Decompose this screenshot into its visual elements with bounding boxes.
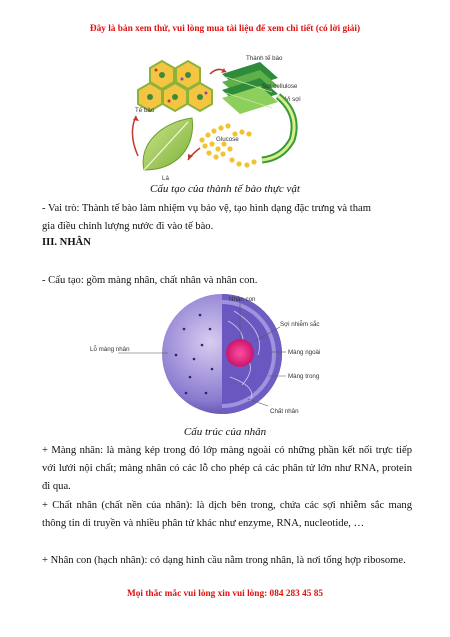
nucleolus-item: + Nhân con (hạch nhân): có dạng hình cầu nằm trong nhân, là nơi tổng hợp ribosome.: [42, 555, 406, 566]
section-heading: III. NHÂN: [42, 237, 91, 248]
glucose-label: Glucose: [216, 136, 239, 143]
cellulose-label: Sợi cellulose: [262, 83, 298, 90]
role-line-2: gia điều chỉnh lượng nước đi vào tế bào.: [42, 221, 214, 232]
cell-cluster-icon: [138, 61, 212, 111]
role-line-1: - Vai trò: Thành tế bào làm nhiệm vụ bảo vệ, tạo hình dạng đặc trưng và tham: [42, 203, 371, 214]
figure1-caption: Cấu tạo của thành tế bào thực vật: [150, 183, 300, 195]
membrane-item: + Màng nhân: là màng kép trong đó lớp màng ngoài có những phần kết nối trực tiếp với lưới nội chất; màng nhân có các lỗ cho phép cả các phân tử lớn như RNA, protein đi qua.: [42, 445, 412, 492]
cell-wall-diagram: [122, 48, 327, 183]
nucleolus-label: Nhân con: [229, 296, 256, 303]
contact-footer-banner: Mọi thắc mắc vui lòng xin vui lòng: 084 283 45 85: [126, 589, 324, 599]
nuclear-pore-label: Lỗ màng nhân: [90, 346, 130, 353]
chromatin-label: Sợi nhiễm sắc: [280, 321, 320, 328]
leaf-label: Lá: [162, 175, 169, 182]
microfibril-label: Vi sợi: [285, 96, 301, 103]
figure2-caption: Cấu trúc của nhân: [183, 426, 267, 438]
structure-paragraph: - Cấu tạo: gồm màng nhân, chất nhân và nhân con.: [42, 275, 258, 286]
leaf-icon: [143, 118, 192, 170]
cell-label: Tế bào: [135, 107, 155, 114]
glucose-molecules-icon: [199, 123, 256, 167]
nucleoplasm-item: + Chất nhân (chất nền của nhân): là dịch bên trong, chứa các sợi nhiễm sắc mang thông tin di truyền và nhiều phân tử khác như enzyme, RNA, nucleotide, …: [42, 500, 412, 529]
nucleus-diagram: [90, 289, 360, 425]
cell-wall-label: Thành tế bào: [246, 55, 283, 62]
role-paragraph: [42, 200, 412, 236]
preview-notice-banner: Đây là bản xem thử, vui lòng mua tài liệu để xem chi tiết (có lời giải): [89, 24, 361, 34]
inner-membrane-label: Màng trong: [288, 373, 320, 380]
nucleoplasm-label: Chất nhân: [270, 408, 299, 415]
outer-membrane-label: Màng ngoài: [288, 349, 321, 356]
nucleus-sphere-icon: [162, 294, 282, 414]
